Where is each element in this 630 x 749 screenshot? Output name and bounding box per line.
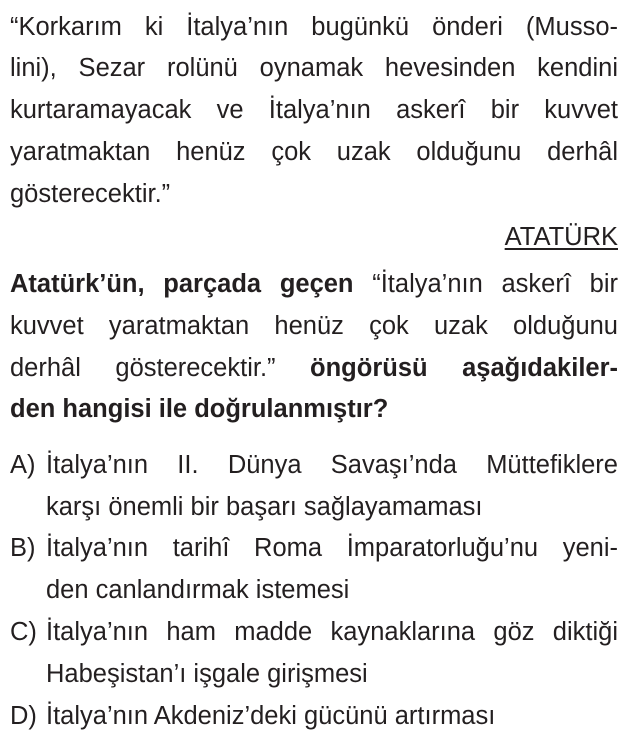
question-line — [10, 353, 618, 383]
option-letter: B) — [10, 534, 36, 562]
option-letter: C) — [10, 618, 37, 646]
quote-author — [10, 222, 618, 252]
question-bold-text: öngörüsü aşağıdakiler- — [310, 354, 619, 382]
option-text: karşı önemli bir başarı sağlayamaması — [46, 493, 483, 521]
option-text: İtalya’nın Akdeniz’deki gücünü artırması — [46, 702, 496, 730]
quote-line: gösterecektir.” — [10, 180, 171, 208]
option-text: İtalya’nın tarihî Roma İmparatorluğu’nu yeni- — [46, 534, 618, 562]
question-quote-text: “İtalya’nın askerî bir — [372, 270, 618, 298]
quote-line: “Korkarım ki İtalya’nın bugünkü önderi (Musso- — [10, 13, 618, 41]
question-line — [10, 269, 618, 299]
option-text: İtalya’nın II. Dünya Savaşı’nda Müttefiklere — [46, 451, 618, 479]
option-text: Habeşistan’ı işgale girişmesi — [46, 660, 368, 688]
option-letter: A) — [10, 451, 36, 479]
question-bold-text: Atatürk’ün, parçada geçen — [10, 270, 373, 298]
option-letter: D) — [10, 702, 37, 730]
option-text: den canlandırmak istemesi — [46, 576, 350, 604]
quote-line: yaratmaktan henüz çok uzak olduğunu derhâl — [10, 138, 618, 166]
author-name: ATATÜRK — [504, 223, 618, 251]
quote-line: lini), Sezar rolünü oynamak hevesinden kendini — [10, 54, 618, 82]
quote-line: kurtaramayacak ve İtalya’nın askerî bir kuvvet — [10, 96, 618, 124]
question-quote-text: derhâl gösterecektir.” — [10, 354, 311, 382]
option-text: İtalya’nın ham madde kaynaklarına göz diktiği — [46, 618, 618, 646]
question-line: den hangisi ile doğrulanmıştır? — [10, 395, 389, 423]
question-line: kuvvet yaratmaktan henüz çok uzak olduğunu — [10, 312, 618, 340]
